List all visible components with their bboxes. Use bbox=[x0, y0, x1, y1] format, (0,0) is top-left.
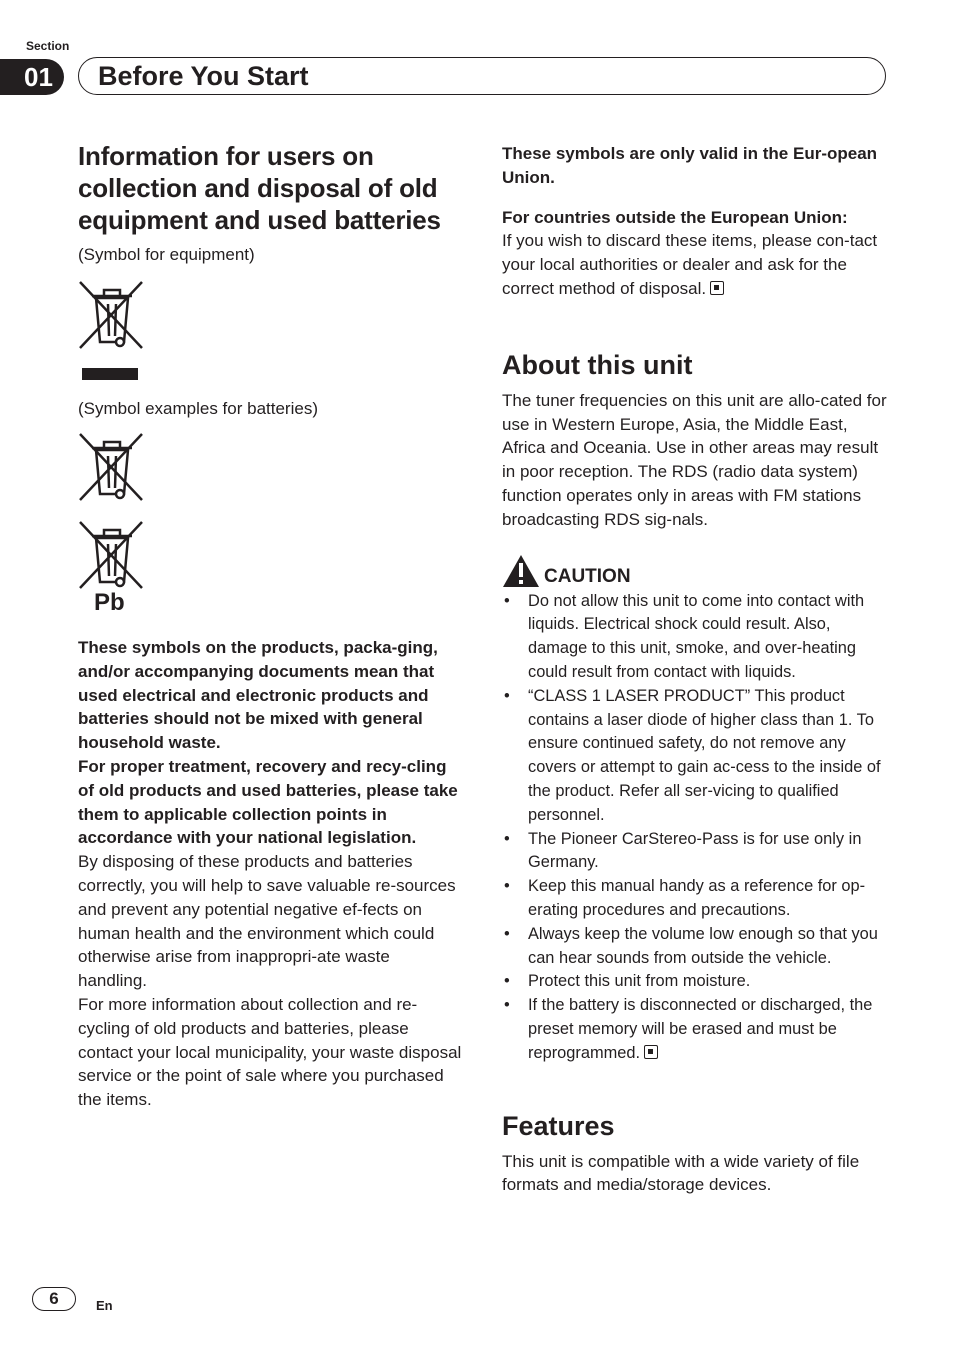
section-number-tab: 01 bbox=[0, 59, 64, 95]
outside-eu-heading: For countries outside the European Union: bbox=[502, 207, 848, 227]
paragraph-4: For more information about collection and re-cycling of old products and batteries, please contact your local municipality, your waste disposal service or the point of sale where you purchased the items. bbox=[78, 994, 462, 1110]
caption-equipment: (Symbol for equipment) bbox=[78, 245, 255, 264]
disposal-heading: Information for users on collection and disposal of old equipment and used batteries bbox=[78, 141, 441, 235]
caution-header bbox=[502, 554, 892, 588]
end-mark-icon bbox=[710, 281, 724, 295]
caution-item: • The Pioneer CarStereo-Pass is for use only in Germany. bbox=[502, 828, 892, 876]
caution-item: • Protect this unit from moisture. bbox=[502, 970, 892, 994]
warning-triangle-icon bbox=[502, 554, 540, 588]
crossed-bin-equipment-icon bbox=[78, 280, 148, 352]
page-number: 6 bbox=[32, 1287, 76, 1311]
about-text: The tuner frequencies on this unit are allo-cated for use in Western Europe, Asia, the Middle East, Africa and Oceania. Use in other areas may result in poor reception. The RDS (radio data system) function operates only in areas with FM stations broadcasting RDS sig-nals. bbox=[502, 390, 887, 529]
caution-item-text: If the battery is disconnected or discharged, the preset memory will be erased and must be reprogrammed. bbox=[528, 996, 873, 1062]
crossed-bin-battery-icon bbox=[78, 432, 148, 504]
pb-label: Pb bbox=[94, 589, 125, 616]
features-heading: Features bbox=[502, 1110, 615, 1141]
paragraph-3: By disposing of these products and batteries correctly, you will help to save valuable re-sources and prevent any potential negative ef-fects on human health and the environment which could otherwise arise from inappropri-ate waste handling. bbox=[78, 852, 456, 991]
end-mark-icon bbox=[644, 1045, 658, 1059]
about-heading: About this unit bbox=[502, 349, 693, 380]
section-title: Before You Start bbox=[98, 61, 309, 91]
section-label: Section bbox=[26, 39, 70, 53]
left-column bbox=[78, 140, 463, 1112]
caution-label: CAUTION bbox=[544, 565, 631, 587]
right-column bbox=[502, 142, 892, 1197]
features-text: This unit is compatible with a wide variety of file formats and media/storage devices. bbox=[502, 1151, 860, 1195]
bold-paragraph-1: These symbols on the products, packa-ging, and/or accompanying documents mean that used electrical and electronic products and batteries should not be mixed with general household waste. bbox=[78, 638, 438, 753]
language-code: En bbox=[96, 1298, 113, 1313]
caution-item: • Do not allow this unit to come into contact with liquids. Electrical shock could result. Also, damage to this unit, smoke, and over-heating could result from contact with liquids. bbox=[502, 590, 892, 685]
black-bar-mark bbox=[82, 368, 138, 380]
outside-eu-text bbox=[502, 229, 892, 300]
bold-paragraph-2: For proper treatment, recovery and recy-cling of old products and used batteries, please take them to applicable collection points in accordance with your national legislation. bbox=[78, 756, 458, 848]
caution-item: • “CLASS 1 LASER PRODUCT” This product contains a laser diode of higher class than 1. To ensure continued safety, do not remove any covers or attempt to gain ac-cess to the inside of the product. Refer all ser-vicing to qualified personnel. bbox=[502, 685, 892, 828]
eu-only-note: These symbols are only valid in the Eur-opean Union. bbox=[502, 144, 878, 187]
caution-item: • Always keep the volume low enough so that you can hear sounds from outside the vehicle. bbox=[502, 923, 892, 971]
caution-list bbox=[502, 590, 892, 1066]
crossed-bin-pb-icon bbox=[78, 520, 148, 592]
caption-batteries: (Symbol examples for batteries) bbox=[78, 399, 318, 418]
caution-item: • Keep this manual handy as a reference for op-erating procedures and precautions. bbox=[502, 875, 892, 923]
caution-item-last bbox=[502, 994, 892, 1065]
outside-eu-text-content: If you wish to discard these items, please con-tact your local authorities or dealer and ask for the correct method of disposal. bbox=[502, 231, 878, 298]
